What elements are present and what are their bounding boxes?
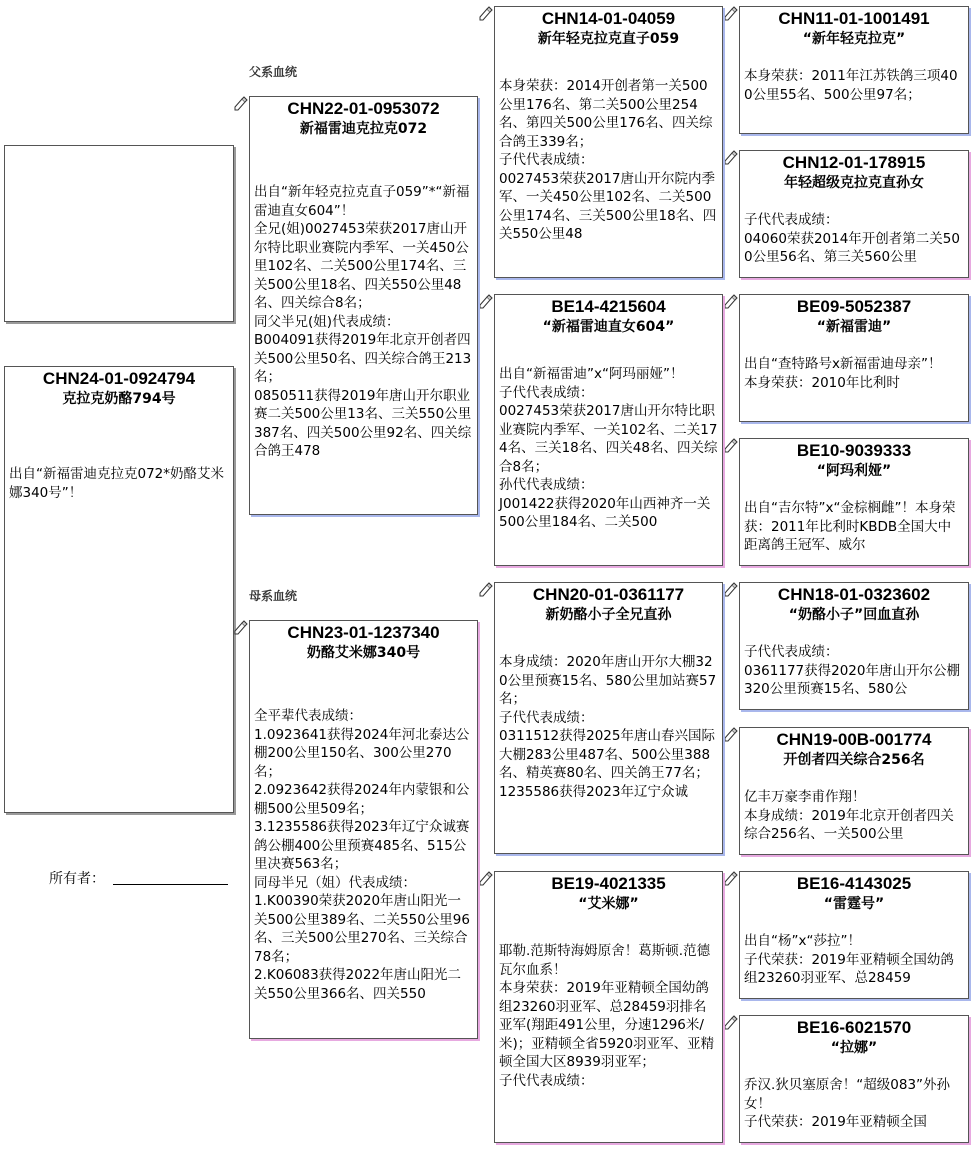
ring-number: CHN24-01-0924794 bbox=[42, 369, 196, 388]
edit-pencil-icon[interactable] bbox=[233, 620, 248, 635]
subject-card[interactable] bbox=[4, 366, 234, 813]
bird-notes: 出自“新年轻克拉克直子059”*“新福雷迪直女604”！ 全兄(姐)0027453荣获2017唐山开尔特比职业赛院内季军、一关450公里102名、二关500公里174名、三关500公里18名、四关550公里48名、四关综合8名； 同父半兄(姐)代表成绩： B004091获得2019年北京开创者四关500公里50名、四关综合鸽王213名； 0850511获得2019年唐山开尔职业赛二关500公里13名、三关550公里387名、四关500公里92名、四关综合鸽王478 bbox=[254, 184, 472, 459]
edit-pencil-icon[interactable] bbox=[723, 871, 738, 886]
ring-number: CHN22-01-0953072 bbox=[287, 99, 440, 118]
sss-card[interactable] bbox=[739, 6, 969, 134]
bird-notes: 出自“新福雷迪克拉克072*奶酪艾米娜340号”！ bbox=[9, 466, 225, 501]
bird-name: “奶酪小子”回血直孙 bbox=[788, 607, 920, 623]
bird-notes: 出自“吉尔特”x“金棕榈雌”！本身荣获：2011年比利时KBDB全国大中距离鸽王冠军、威尔 bbox=[744, 500, 956, 553]
sire-dam-card[interactable] bbox=[494, 294, 723, 566]
owner-field[interactable] bbox=[113, 884, 228, 885]
bird-notes: 出自“查特路号x新福雷迪母亲”！ 本身荣获：2010年比利时 bbox=[744, 356, 942, 391]
bird-name: 新奶酪小子全兄直孙 bbox=[545, 607, 672, 623]
dam-dam-card[interactable] bbox=[494, 871, 723, 1143]
ring-number: BE14-4215604 bbox=[551, 297, 666, 316]
bird-name: “艾米娜” bbox=[578, 896, 639, 912]
bird-name: 新年轻克拉克直子059 bbox=[537, 31, 680, 47]
bird-name: 开创者四关综合256名 bbox=[783, 752, 925, 768]
sire-section-label: 父系血统 bbox=[249, 65, 298, 79]
sire-sire-card[interactable] bbox=[494, 6, 723, 278]
bird-notes: 出自“杨”x“莎拉”！ 子代荣获：2019年亚精顿全国幼鸽组23260羽亚军、总28459 bbox=[744, 933, 954, 986]
bird-notes: 本身成绩：2020年唐山开尔大棚320公里预赛15名、580公里加站赛57名； 子代代表成绩： 0311512获得2025年唐山春兴国际大棚283公里487名、500公里388名、精英赛80名、四关鸽王77名； 1235586获得2023年辽宁众诚 bbox=[499, 654, 717, 800]
owner-label: 所有者： bbox=[49, 871, 105, 887]
bird-notes: 耶勒.范斯特海姆原舍！葛斯顿.范德瓦尔血系！ 本身荣获：2019年亚精顿全国幼鸽组23260羽亚军、总28459羽排名亚军(翔距491公里，分速1296米/米)；亚精顿全省5920羽亚军、亚精顿全国大区8939羽亚军； 子代代表成绩： bbox=[499, 943, 715, 1089]
dam-card[interactable] bbox=[249, 620, 478, 1039]
ring-number: BE16-6021570 bbox=[796, 1018, 912, 1037]
bird-notes: 子代代表成绩： 0361177获得2020年唐山开尔公棚320公里预赛15名、580公 bbox=[744, 644, 960, 697]
ring-number: CHN20-01-0361177 bbox=[532, 585, 685, 604]
bird-name: “新福雷迪” bbox=[816, 319, 892, 335]
ssd-card[interactable] bbox=[739, 150, 969, 278]
ring-number: BE16-4143025 bbox=[796, 874, 912, 893]
sds-card[interactable] bbox=[739, 294, 969, 422]
dss-card[interactable] bbox=[739, 582, 969, 710]
ring-number: CHN11-01-1001491 bbox=[778, 9, 930, 28]
sire-card[interactable] bbox=[249, 96, 478, 515]
bird-name: “新福雷迪直女604” bbox=[542, 319, 675, 335]
ring-number: CHN23-01-1237340 bbox=[287, 623, 440, 642]
edit-pencil-icon[interactable] bbox=[478, 582, 493, 597]
edit-pencil-icon[interactable] bbox=[478, 6, 493, 21]
ring-number: CHN12-01-178915 bbox=[782, 153, 926, 172]
ring-number: BE19-4021335 bbox=[551, 874, 666, 893]
dam-section-label: 母系血统 bbox=[249, 589, 298, 603]
edit-pencil-icon[interactable] bbox=[723, 1015, 738, 1030]
edit-pencil-icon[interactable] bbox=[723, 6, 738, 21]
edit-pencil-icon[interactable] bbox=[723, 150, 738, 165]
bird-name: “拉娜” bbox=[830, 1040, 878, 1056]
bird-name: 克拉克奶酪794号 bbox=[62, 391, 176, 407]
edit-pencil-icon[interactable] bbox=[723, 582, 738, 597]
bird-notes: 出自“新福雷迪”x“阿玛丽娅”！ 子代代表成绩： 0027453荣获2017唐山开尔特比职业赛院内季军、一关102名、二关174名、三关18名、四关48名、四关综合8名； 孙代代表成绩： J001422获得2020年山西神齐一关500公里184名、二关500 bbox=[499, 366, 718, 530]
edit-pencil-icon[interactable] bbox=[723, 727, 738, 742]
bird-name: 奶酪艾米娜340号 bbox=[306, 645, 421, 661]
bird-notes: 本身荣获：2014开创者第一关500公里176名、第二关500公里254名、第四关500公里176名、四关综合鸽王339名； 子代代表成绩： 0027453荣获2017唐山开尔院内季军、一关450公里102名、二关500公里174名、三关500公里18名、四关550公里48 bbox=[499, 78, 717, 242]
ring-number: CHN18-01-0323602 bbox=[777, 585, 931, 604]
bird-name: “阿玛利娅” bbox=[816, 463, 892, 479]
ring-number: CHN14-01-04059 bbox=[541, 9, 676, 28]
bird-name: “新年轻克拉克” bbox=[802, 31, 906, 47]
bird-name: “雷霆号” bbox=[823, 896, 885, 912]
bird-name: 年轻超级克拉克直孙女 bbox=[784, 175, 924, 191]
bird-name: 新福雷迪克拉克072 bbox=[299, 121, 428, 137]
dsd-card[interactable] bbox=[739, 727, 969, 855]
dam-sire-card[interactable] bbox=[494, 582, 723, 854]
bird-notes: 子代代表成绩： 04060荣获2014年开创者第二关500公里56名、第三关560公里 bbox=[744, 212, 960, 265]
bird-notes: 本身荣获：2011年江苏铁鸽三项400公里55名、500公里97名； bbox=[744, 68, 958, 103]
edit-pencil-icon[interactable] bbox=[723, 438, 738, 453]
bird-notes: 乔汉.狄贝塞原舍！“超级083”外孙女！ 子代荣获：2019年亚精顿全国 bbox=[744, 1077, 951, 1130]
sdd-card[interactable] bbox=[739, 438, 969, 566]
edit-pencil-icon[interactable] bbox=[723, 294, 738, 309]
photo-box[interactable] bbox=[4, 145, 234, 322]
ring-number: BE10-9039333 bbox=[796, 441, 912, 460]
bird-notes: 亿丰万豪李甫作翔！ 本身成绩：2019年北京开创者四关综合256名、一关500公里 bbox=[744, 789, 954, 842]
bird-notes: 全平辈代表成绩： 1.0923641获得2024年河北泰达公棚200公里150名、300公里270名； 2.0923642获得2024年内蒙银和公棚500公里509名； 3.1235586获得2023年辽宁众诚赛鸽公棚400公里预赛485名、515公里决赛563名； 同母半兄（姐）代表成绩： 1.K00390荣获2020年唐山阳光一关500公里389名、二关550公里96名、三关500公里270名、三关综合78名； 2.K06083获得2022年唐山阳光二关550公里366名、四关550 bbox=[254, 708, 470, 1002]
ring-number: CHN19-00B-001774 bbox=[776, 730, 932, 749]
dds-card[interactable] bbox=[739, 871, 969, 999]
edit-pencil-icon[interactable] bbox=[478, 294, 493, 309]
edit-pencil-icon[interactable] bbox=[478, 871, 493, 886]
ring-number: BE09-5052387 bbox=[796, 297, 912, 316]
ddd-card[interactable] bbox=[739, 1015, 969, 1143]
edit-pencil-icon[interactable] bbox=[233, 96, 248, 111]
